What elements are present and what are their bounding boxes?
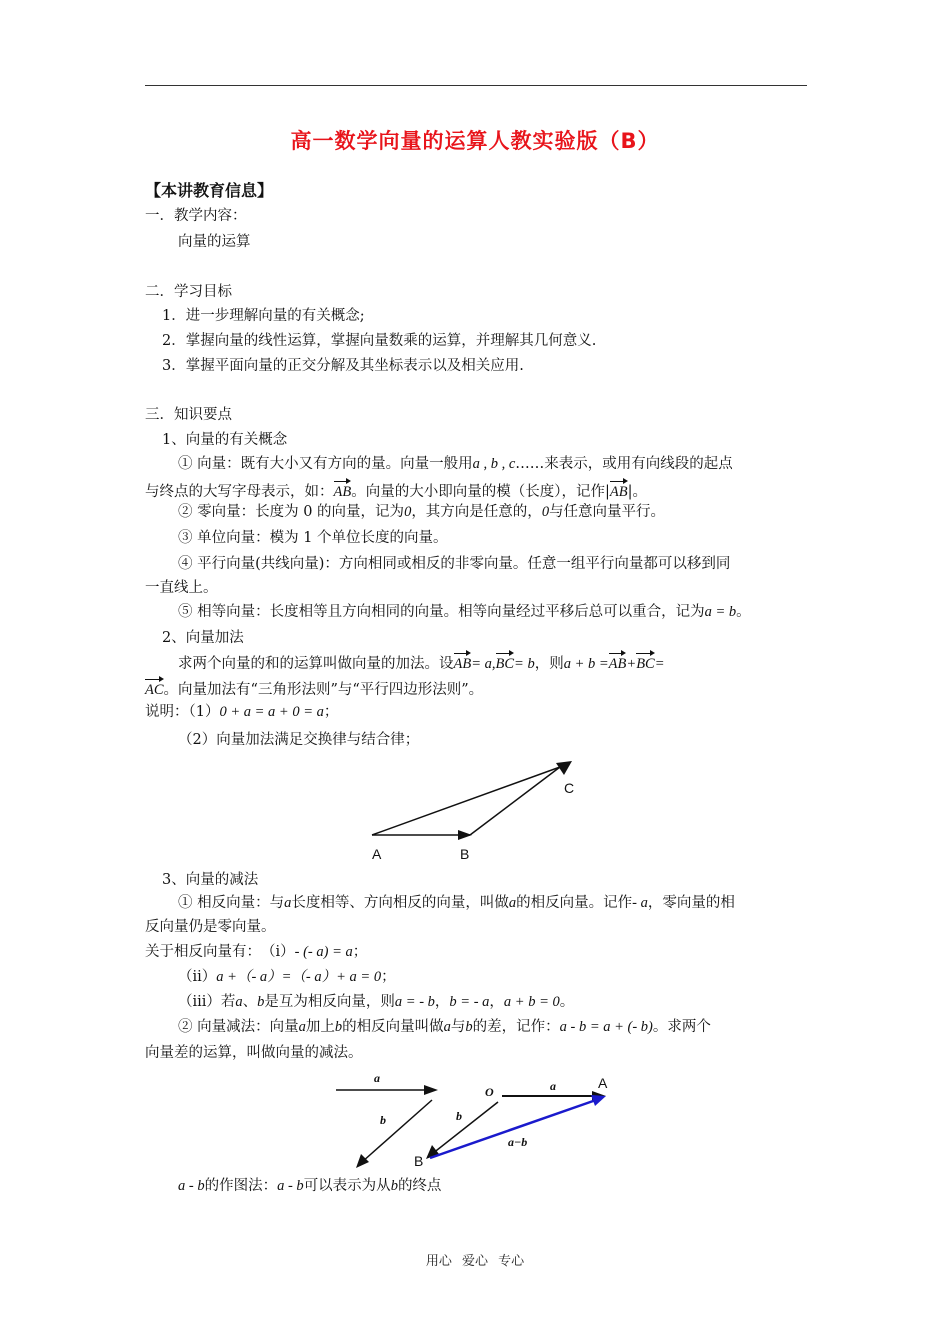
goal-item: 1．进一步理解向量的有关概念; [162, 308, 365, 324]
label-b: B [460, 846, 470, 862]
arrowhead-icon [591, 1095, 606, 1106]
paragraph-line: ③ 单位向量：模为 1 个单位长度的向量。 [178, 530, 448, 546]
vector-ab: AB [334, 478, 352, 502]
subsection-title: 3、向量的减法 [162, 872, 259, 888]
vector-ab: AB [609, 650, 627, 674]
page-footer: 用心 爱心 专心 [425, 1254, 525, 1269]
subsection-title: 2、向量加法 [162, 630, 244, 646]
paragraph-line: 反向量仍是零向量。 [145, 919, 276, 935]
part2-heading: 二．学习目标 [145, 284, 232, 300]
paragraph-line: ① 相反向量：与a长度相等、方向相反的向量，叫做a的相反向量。记作- a，零向量的相 [178, 895, 735, 911]
label-c: C [564, 780, 575, 796]
label-b: b [380, 1113, 386, 1127]
goal-item: 2．掌握向量的线性运算，掌握向量数乘的运算，并理解其几何意义. [162, 333, 597, 349]
arrowhead-icon [458, 830, 472, 840]
section-header: 【本讲教育信息】 [145, 181, 274, 200]
vector-bc-line [470, 767, 560, 835]
vector-bc: BC [496, 650, 515, 674]
part1-content: 向量的运算 [178, 234, 251, 250]
paragraph-line: ② 零向量：长度为 0 的向量，记为0，其方向是任意的，0与任意向量平行。 [178, 504, 666, 520]
paragraph-line: 说明：（1）0 + a = a + 0 = a； [145, 704, 339, 720]
label-a-point: A [598, 1075, 608, 1091]
label-b-point: B [414, 1153, 424, 1169]
paragraph-line: ④ 平行向量(共线向量)：方向相同或相反的非零向量。任意一组平行向量都可以移到同 [178, 556, 731, 572]
paragraph-line: AC。向量加法有“三角形法则”与“平行四边形法则”。 [145, 676, 483, 700]
vector-ab: AB [610, 478, 628, 502]
paragraph-line: a - b的作图法：a - b可以表示为从b的终点 [178, 1178, 442, 1194]
arrowhead-icon [356, 1154, 369, 1168]
document-title: 高一数学向量的运算人教实验版（B） [290, 129, 660, 153]
paragraph-line: （iii）若a、b是互为相反向量，则a = - b，b = - a，a + b = 0。 [178, 994, 575, 1010]
paragraph-line: 关于相反向量有： （i）- (- a) = a； [145, 944, 368, 960]
paragraph-line: ① 向量：既有大小又有方向的量。向量一般用a , b , c……来表示，或用有向线段的起点 [178, 456, 733, 472]
paragraph-line: （2）向量加法满足交换律与结合律； [178, 732, 420, 748]
label-a: a [550, 1079, 556, 1093]
vector-ab: AB [454, 650, 472, 674]
paragraph-line: 与终点的大写字母表示，如：AB。向量的大小即向量的模（长度），记作|AB|。 [145, 478, 647, 502]
label-o: O [485, 1085, 494, 1099]
arrowhead-icon [424, 1085, 438, 1095]
vector-ac-line [372, 767, 560, 835]
subsection-title: 1、向量的有关概念 [162, 432, 288, 448]
part1-heading: 一．教学内容： [145, 208, 247, 224]
paragraph-line: 向量差的运算，叫做向量的减法。 [145, 1045, 363, 1061]
label-a: A [372, 846, 382, 862]
part3-heading: 三．知识要点 [145, 407, 232, 423]
paragraph-line: 一直线上。 [145, 580, 218, 596]
label-a-minus-b: a−b [508, 1135, 528, 1149]
vector-ac: AC [145, 676, 164, 700]
goal-item: 3．掌握平面向量的正交分解及其坐标表示以及相关应用. [162, 358, 524, 374]
vector-subtraction-figure [330, 1068, 620, 1173]
vector-a-minus-b-line [430, 1100, 596, 1158]
paragraph-line: ⑤ 相等向量：长度相等且方向相同的向量。相等向量经过平移后总可以重合，记为a = b。 [178, 604, 751, 620]
label-b: b [456, 1109, 462, 1123]
header-rule [145, 85, 807, 86]
vector-bc: BC [636, 650, 655, 674]
paragraph-line: （ii）a +（- a）=（- a）+ a = 0； [178, 969, 396, 985]
vector-addition-figure [360, 755, 590, 870]
paragraph-line: ② 向量减法：向量a加上b的相反向量叫做a与b的差，记作：a - b = a + (- b)。求两个 [178, 1019, 711, 1035]
label-a: a [374, 1071, 380, 1085]
paragraph-line: 求两个向量的和的运算叫做向量的加法。设AB= a,BC= b，则a + b =AB+BC= [178, 650, 665, 674]
